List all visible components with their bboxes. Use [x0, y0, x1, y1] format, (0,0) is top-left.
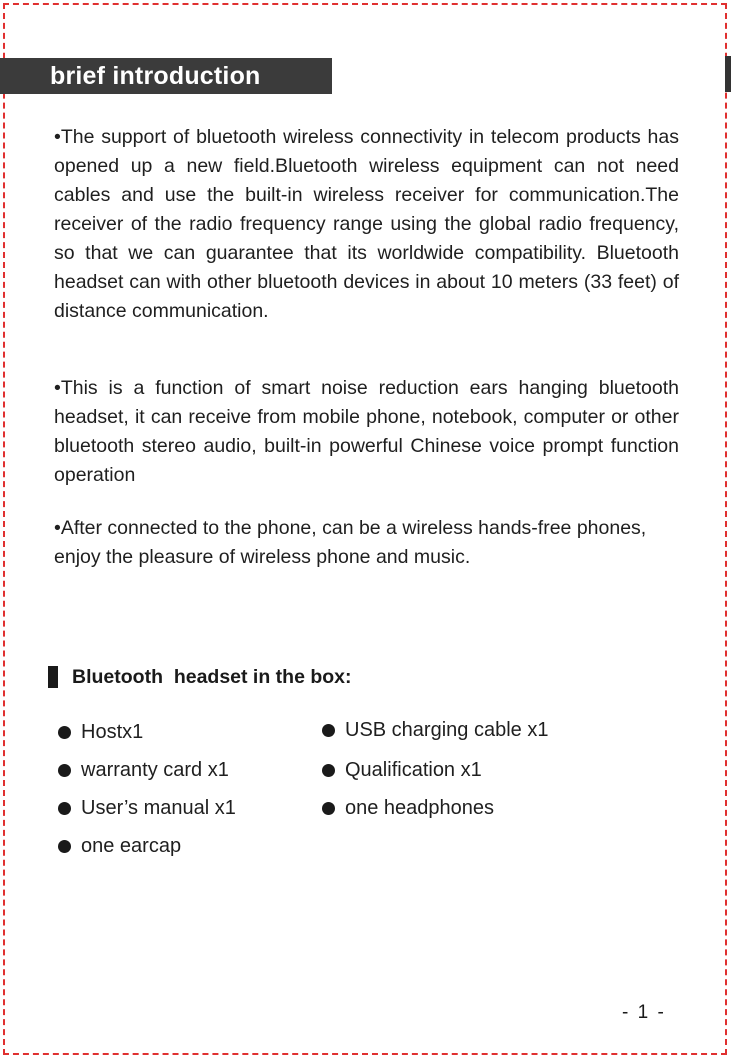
box-item-label: one headphones: [345, 797, 495, 819]
hands-free-paragraph: •After connected to the phone, can be a wireless hands-free phones, enjoy the pleasure of wireless phone and music.: [54, 517, 647, 568]
bullet-icon: [322, 724, 335, 737]
intro-paragraph: •The support of bluetooth wireless connectivity in telecom products has opened up a new field.Bluetooth wireless equipment can not need cables and use the built-in wireless receiver for communication.The receiver of the radio frequency range using the global radio frequency, so that we can guarantee that its worldwide compatibility. Bluetooth headset can with other bluetooth devices in about 10 meters (33 feet) of distance communication.: [54, 126, 679, 322]
section-title: brief introduction: [50, 62, 261, 90]
box-item: [322, 797, 494, 820]
box-heading-text: Bluetooth headset in the box:: [72, 665, 352, 688]
box-item-label: one earcap: [81, 835, 182, 857]
bullet-icon: [322, 764, 335, 777]
box-item: [58, 759, 229, 782]
page-number: - 1 -: [622, 1002, 666, 1023]
box-item: [322, 759, 482, 782]
box-item: [58, 835, 181, 858]
bullet-icon: [58, 764, 71, 777]
edge-tab-marker: [725, 56, 731, 92]
box-item: [58, 721, 143, 744]
bullet-icon: [322, 802, 335, 815]
box-item-label: USB charging cable x1: [345, 719, 549, 741]
heading-bar-icon: [48, 666, 58, 688]
function-paragraph: •This is a function of smart noise reduction ears hanging bluetooth headset, it can receive from mobile phone, notebook, computer or other bluetooth stereo audio, built-in powerful Chinese voice prompt function operation: [54, 377, 679, 486]
box-item-label: Hostx1: [81, 721, 144, 743]
bullet-icon: [58, 726, 71, 739]
bullet-icon: [58, 840, 71, 853]
section-banner: [0, 58, 332, 94]
box-contents-heading: [48, 664, 352, 690]
box-item-label: User’s manual x1: [81, 797, 236, 819]
box-item-label: Qualification x1: [345, 759, 482, 781]
box-item: [322, 719, 548, 742]
box-item-label: warranty card x1: [81, 759, 229, 781]
bullet-icon: [58, 802, 71, 815]
box-item: [58, 797, 236, 820]
